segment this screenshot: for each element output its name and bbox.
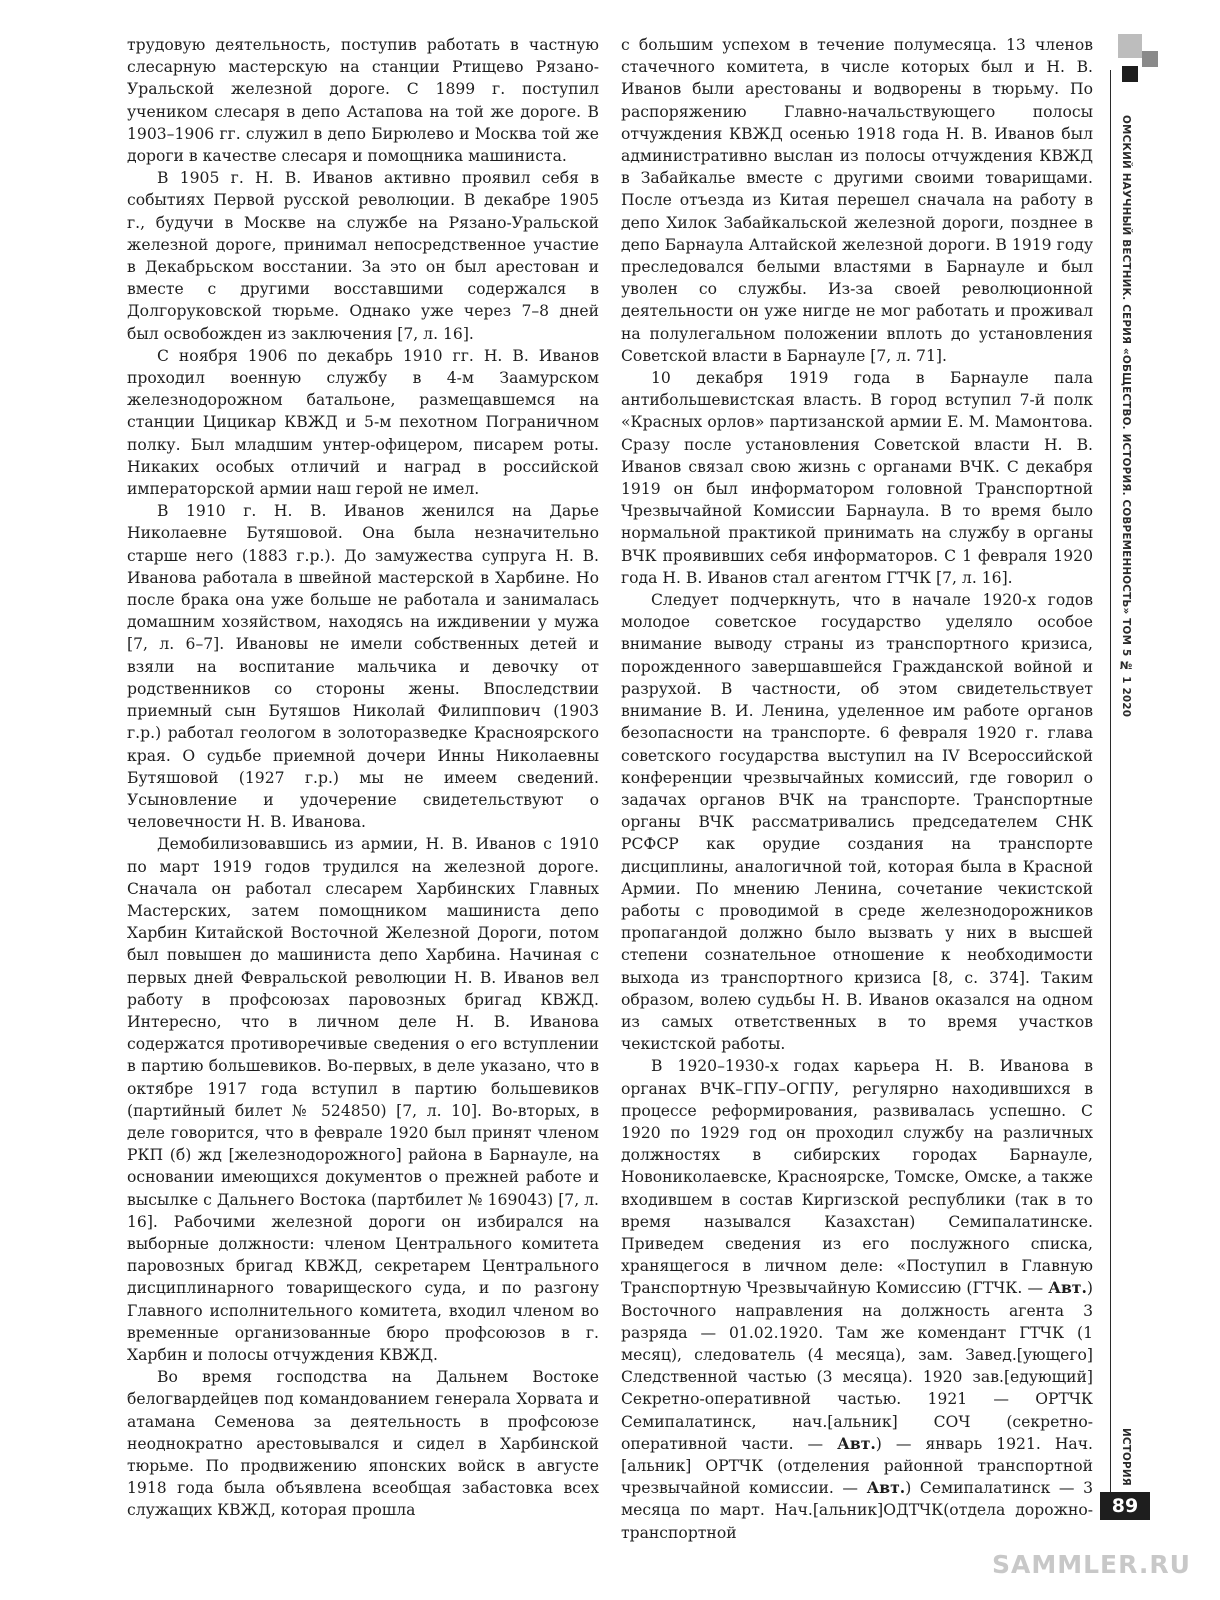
paragraph: С ноября 1906 по декабрь 1910 гг. Н. В. Иванов проходил военную службу в 4-м Заамурском железнодорожном батальоне, размещавшемся на станции Цицикар КВЖД и 5-м пехотном Пограничном полку. Был младшим унтер-офицером, писарем роты. Никаких особых отличий и наград в российской императорской армии наш герой не имел. <box>127 346 599 499</box>
watermark: SAMMLER.RU <box>992 1550 1191 1579</box>
author-note: Авт. <box>866 1478 906 1498</box>
section-title: ИСТОРИЯ <box>1120 1428 1132 1486</box>
journal-title: ОМСКИЙ НАУЧНЫЙ ВЕСТНИК. СЕРИЯ «ОБЩЕСТВО. ИСТОРИЯ. СОВРЕМЕННОСТЬ» ТОМ 5 № 1 2020 <box>1120 115 1132 718</box>
left-column <box>127 34 599 1522</box>
paragraph: с большим успехом в течение полумесяца. 13 членов стачечного комитета, в числе которых был и Н. В. Иванов были арестованы и водворены в тюрьму. По распоряжению Главно-начальствующего полосы отчуждения КВЖД осенью 1918 года Н. В. Иванов был административно выслан из полосы отчуждения КВЖД в Забайкалье вместе с другими своими товарищами. После отъезда из Китая перешел сначала на работу в депо Хилок Забайкальской железной дороги, позднее в депо Барнаула Алтайской железной дороги. В 1919 году преследовался белыми властями в Барнауле и был уволен со службы. Из-за своей революционной деятельности он уже нигде не мог работать и проживал на полулегальном положении вплоть до установления Советской власти в Барнауле [7, л. 71]. <box>621 36 1093 365</box>
page-number: 89 <box>1100 1492 1150 1520</box>
text-run: ) Восточного направления на должность агента 3 разряда — 01.02.1920. Там же комендант ГТЧК (1 месяц), следователь (4 месяца), зам. Завед.[ующего] Следственной частью (3 месяца). 1920 зав.[едующий] Секретно-оперативной частью. 1921 — ОРТЧК Семипалатинск, нач.[альник] СОЧ (секретно-оперативной части. — <box>621 1279 1093 1453</box>
logo-square-dark <box>1122 66 1138 82</box>
text-run: В 1920–1930-х годах карьера Н. В. Иванова в органах ВЧК–ГПУ–ОГПУ, регулярно находившихся в процессе реформирования, развивалась успешно. С 1920 по 1929 год он проходил службу на различных должностях в сибирских городах Барнауле, Новониколаевске, Красноярске, Томске, Омске, а также входившем в состав Киргизской республики (так в то время назывался Казахстан) Семипалатинске. Приведем сведения из его послужного списка, хранящегося в личном деле: «Поступил в Главную Транспортную Чрезвычайную Комиссию (ГТЧК. — <box>621 1057 1093 1298</box>
text-run: ) Семипалатинск — 3 месяца по март. Нач.[альник]ОДТЧК(отдела дорожно-транспортной <box>621 1479 1093 1542</box>
logo-square-mid <box>1142 51 1158 67</box>
paragraph: В 1910 г. Н. В. Иванов женился на Дарье Николаевне Бутяшовой. Она была незначительно старше него (1883 г.р.). До замужества супруга Н. В. Иванова работала в швейной мастерской в Харбине. Но после брака она уже больше не работала и занималась домашним хозяйством, находясь на иждивении у мужа [7, л. 6–7]. Ивановы не имели собственных детей и взяли на воспитание мальчика и девочку от родственников со стороны жены. Впоследствии приемный сын Бутяшов Николай Филиппович (1903 г.р.) работал геологом в золоторазведке Красноярского края. О судьбе приемной дочери Инны Николаевны Бутяшовой (1927 г.р.) мы не имеем сведений. Усыновление и удочерение свидетельствуют о человечности Н. В. Иванова. <box>127 502 599 832</box>
margin-rule <box>1110 70 1111 1518</box>
paragraph <box>621 1055 1093 1543</box>
paragraph: трудовую деятельность, поступив работать в частную слесарную мастерскую на станции Ртищево Рязано-Уральской железной дороге. С 1899 г. поступил учеником слесаря в депо Астапова на той же дороге. В 1903–1906 гг. служил в депо Бирюлево и Москва той же дороги в качестве слесаря и помощника машиниста. <box>127 36 599 166</box>
paragraph: В 1905 г. Н. В. Иванов активно проявил себя в событиях Первой русской революции. В декабре 1905 г., будучи в Москве на службе на Рязано-Уральской железной дороге, принимал непосредственное участие в Декабрьском восстании. За это он был арестован и вместе с другими восставшими содержался в Долгоруковской тюрьме. Однако уже через 7–8 дней был освобожден из заключения [7, л. 16]. <box>127 169 599 343</box>
paragraph: Следует подчеркнуть, что в начале 1920-х годов молодое советское государство уделяло особое внимание выводу страны из транспортного кризиса, порожденного завершавшейся Гражданской войной и разрухой. В частности, об этом свидетельствует внимание В. И. Ленина, уделенное им работе органов безопасности на транспорте. 6 февраля 1920 г. глава советского государства выступил на IV Всероссийской конференции чрезвычайных комиссий, где говорил о задачах органов ВЧК на транспорте. Транспортные органы ВЧК рассматривались председателем СНК РСФСР как орудие создания на транспорте дисциплины, аналогичной той, которая была в Красной Армии. По мнению Ленина, сочетание чекистской работы с проводимой в среде железнодорожников пропагандой должно было вызвать у них в высшей степени сознательное отношение к необходимости выхода из транспортного кризиса [8, с. 374]. Таким образом, волею судьбы Н. В. Иванов оказался на одном из самых ответственных в то время участков чекистской работы. <box>621 591 1093 1054</box>
logo-square-light <box>1118 34 1142 58</box>
right-column <box>621 34 1093 1544</box>
paragraph: 10 декабря 1919 года в Барнауле пала антибольшевистская власть. В город вступил 7-й полк «Красных орлов» партизанской армии Е. М. Мамонтова. Сразу после установления Советской власти Н. В. Иванов связал свою жизнь с органами ВЧК. С декабря 1919 он был информатором головной Транспортной Чрезвычайной Комиссии Барнаула. В то время было нормальной практикой принимать на службу в органы ВЧК проявивших себя информаторов. С 1 февраля 1920 года Н. В. Иванов стал агентом ГТЧК [7, л. 16]. <box>621 369 1093 587</box>
paragraph: Демобилизовавшись из армии, Н. В. Иванов с 1910 по март 1919 годов трудился на железной дороге. Сначала он работал слесарем Харбинских Главных Мастерских, затем помощником машиниста депо Харбин Китайской Восточной Железной Дороги, потом был повышен до машиниста депо Харбина. Начиная с первых дней Февральской революции Н. В. Иванов вел работу в профсоюзах паровозных бригад КВЖД. Интересно, что в личном деле Н. В. Иванова содержатся противоречивые сведения о его вступлении в партию большевиков. Во-первых, в деле указано, что в октябре 1917 года вступил в партию большевиков (партийный билет № 524850) [7, л. 10]. Во-вторых, в деле говорится, что в феврале 1920 был принят членом РКП (б) жд [железнодорожного] района в Барнауле, на основании имеющихся документов о прежней работе и высылке с Дальнего Востока (партбилет № 169043) [7, л. 16]. Рабочими железной дороги он избирался на выборные должности: членом Центрального комитета паровозных бригад КВЖД, секретарем Центрального дисциплинарного товарищеского суда, и по разгону Главного исполнительного комитета, входил членом во временные организованные бюро профсоюзов в г. Харбин и полосы отчуждения КВЖД. <box>127 835 599 1364</box>
author-note: Авт. <box>837 1433 876 1453</box>
paragraph: Во время господства на Дальнем Востоке белогвардейцев под командованием генерала Хорвата и атамана Семенова за деятельность в профсоюзе неоднократно арестовывался и сидел в Харбинской тюрьме. По продвижению японских войск в августе 1918 года была объявлена всеобщая забастовка всех служащих КВЖД, которая прошла <box>127 1368 599 1520</box>
author-note: Авт. <box>1048 1278 1087 1298</box>
text-run: ) — январь 1921. Нач.[альник] ОРТЧК (отделения районной транспортной чрезвычайной комиссии. — <box>621 1434 1093 1498</box>
journal-logo <box>1118 34 1158 84</box>
